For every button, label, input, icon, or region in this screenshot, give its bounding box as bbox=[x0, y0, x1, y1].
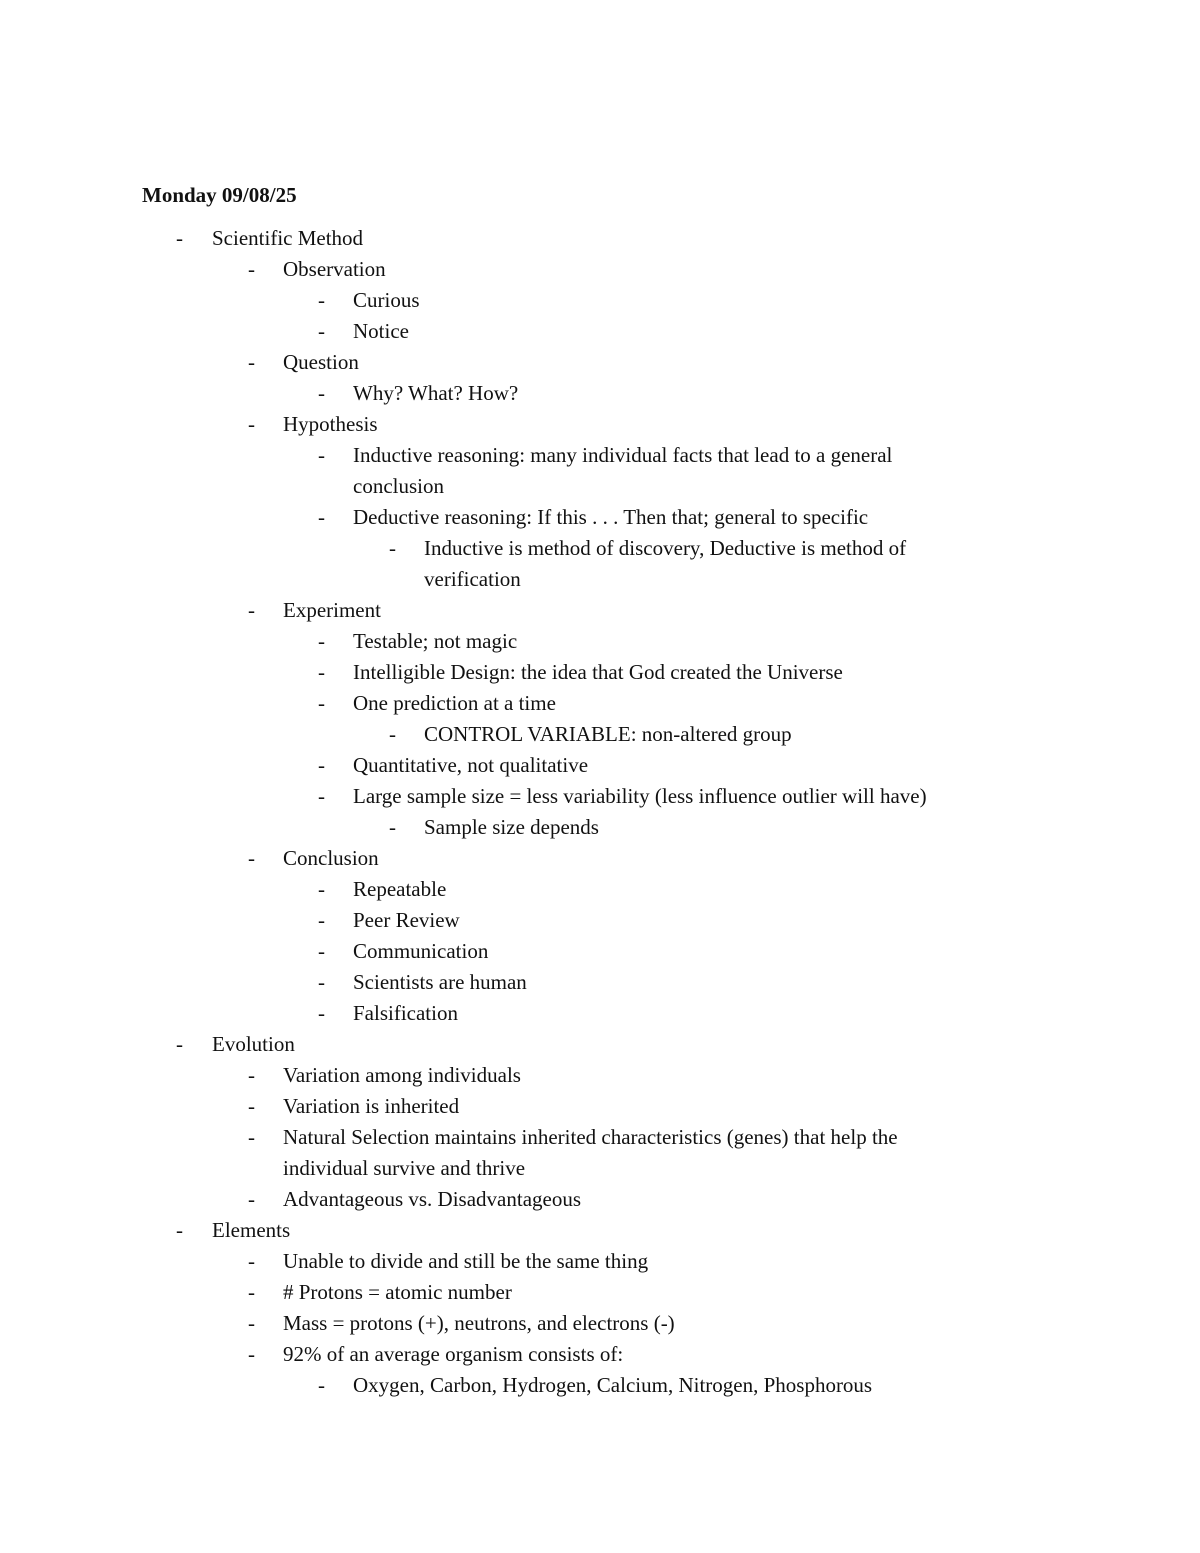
bullet-dash: - bbox=[248, 1311, 255, 1335]
bullet-dash: - bbox=[318, 1001, 325, 1025]
list-item bbox=[0, 347, 1200, 378]
bullet-dash: - bbox=[248, 1280, 255, 1304]
page-title: Monday 09/08/25 bbox=[142, 183, 297, 207]
list-item bbox=[0, 409, 1200, 440]
bullet-dash: - bbox=[248, 1094, 255, 1118]
list-item bbox=[0, 378, 1200, 409]
list-item-text: conclusion bbox=[353, 474, 444, 498]
list-item bbox=[0, 657, 1200, 688]
bullet-dash: - bbox=[318, 1373, 325, 1397]
list-item-text: Conclusion bbox=[283, 846, 379, 870]
list-item-text: Scientists are human bbox=[353, 970, 527, 994]
bullet-dash: - bbox=[248, 1187, 255, 1211]
list-item-text: 92% of an average organism consists of: bbox=[283, 1342, 624, 1366]
list-item bbox=[0, 533, 1200, 564]
list-item bbox=[0, 502, 1200, 533]
list-item bbox=[0, 626, 1200, 657]
list-item bbox=[0, 1370, 1200, 1401]
list-item-text: Notice bbox=[353, 319, 409, 343]
bullet-dash: - bbox=[318, 691, 325, 715]
bullet-dash: - bbox=[318, 629, 325, 653]
list-item-text: Communication bbox=[353, 939, 489, 963]
bullet-dash: - bbox=[318, 381, 325, 405]
list-item-continuation bbox=[0, 471, 1200, 502]
list-item bbox=[0, 936, 1200, 967]
list-item-text: Repeatable bbox=[353, 877, 447, 901]
list-item bbox=[0, 998, 1200, 1029]
bullet-dash: - bbox=[176, 226, 183, 250]
list-item-text: Quantitative, not qualitative bbox=[353, 753, 589, 777]
bullet-dash: - bbox=[248, 598, 255, 622]
list-item-text: individual survive and thrive bbox=[283, 1156, 526, 1180]
list-item bbox=[0, 595, 1200, 626]
list-item-text: Variation is inherited bbox=[283, 1094, 460, 1118]
list-item-text: Inductive reasoning: many individual facts that lead to a general bbox=[353, 443, 893, 467]
bullet-dash: - bbox=[318, 877, 325, 901]
bullet-dash: - bbox=[176, 1032, 183, 1056]
list-item-text: Unable to divide and still be the same thing bbox=[283, 1249, 649, 1273]
list-item-text: Variation among individuals bbox=[283, 1063, 521, 1087]
bullet-dash: - bbox=[248, 412, 255, 436]
list-item-text: Question bbox=[283, 350, 359, 374]
list-item-text: Inductive is method of discovery, Deductive is method of bbox=[424, 536, 907, 560]
list-item-text: Peer Review bbox=[353, 908, 460, 932]
bullet-dash: - bbox=[248, 1063, 255, 1087]
list-item-text: Large sample size = less variability (less influence outlier will have) bbox=[353, 784, 927, 808]
list-item bbox=[0, 1308, 1200, 1339]
list-item-text: Falsification bbox=[353, 1001, 458, 1025]
list-item bbox=[0, 750, 1200, 781]
list-item-text: verification bbox=[424, 567, 521, 591]
list-item bbox=[0, 223, 1200, 254]
list-item bbox=[0, 1277, 1200, 1308]
list-item-text: Curious bbox=[353, 288, 420, 312]
list-item-text: # Protons = atomic number bbox=[283, 1280, 512, 1304]
list-item bbox=[0, 254, 1200, 285]
list-item-text: Intelligible Design: the idea that God created the Universe bbox=[353, 660, 843, 684]
list-item bbox=[0, 285, 1200, 316]
bullet-dash: - bbox=[248, 1125, 255, 1149]
list-item-text: Natural Selection maintains inherited characteristics (genes) that help the bbox=[283, 1125, 898, 1149]
bullet-dash: - bbox=[176, 1218, 183, 1242]
list-item-text: Observation bbox=[283, 257, 386, 281]
bullet-dash: - bbox=[318, 970, 325, 994]
list-item bbox=[0, 719, 1200, 750]
bullet-dash: - bbox=[248, 1342, 255, 1366]
bullet-dash: - bbox=[318, 939, 325, 963]
notes-list bbox=[0, 223, 1200, 1401]
list-item bbox=[0, 1029, 1200, 1060]
bullet-dash: - bbox=[318, 908, 325, 932]
list-item-continuation bbox=[0, 564, 1200, 595]
bullet-dash: - bbox=[248, 1249, 255, 1273]
list-item-text: Deductive reasoning: If this . . . Then that; general to specific bbox=[353, 505, 869, 529]
bullet-dash: - bbox=[248, 350, 255, 374]
list-item-text: One prediction at a time bbox=[353, 691, 556, 715]
list-item bbox=[0, 1184, 1200, 1215]
bullet-dash: - bbox=[318, 319, 325, 343]
list-item-text: Scientific Method bbox=[212, 226, 364, 250]
bullet-dash: - bbox=[389, 536, 396, 560]
list-item bbox=[0, 1215, 1200, 1246]
list-item bbox=[0, 874, 1200, 905]
bullet-dash: - bbox=[318, 660, 325, 684]
bullet-dash: - bbox=[318, 784, 325, 808]
bullet-dash: - bbox=[318, 505, 325, 529]
list-item-text: Sample size depends bbox=[424, 815, 599, 839]
list-item bbox=[0, 1339, 1200, 1370]
list-item bbox=[0, 1091, 1200, 1122]
list-item bbox=[0, 967, 1200, 998]
list-item bbox=[0, 1122, 1200, 1153]
bullet-dash: - bbox=[318, 288, 325, 312]
list-item bbox=[0, 1060, 1200, 1091]
list-item-continuation bbox=[0, 1153, 1200, 1184]
list-item bbox=[0, 812, 1200, 843]
list-item-text: Testable; not magic bbox=[353, 629, 518, 653]
list-item bbox=[0, 316, 1200, 347]
list-item bbox=[0, 781, 1200, 812]
list-item bbox=[0, 843, 1200, 874]
list-item-text: Why? What? How? bbox=[353, 381, 519, 405]
bullet-dash: - bbox=[318, 753, 325, 777]
bullet-dash: - bbox=[248, 257, 255, 281]
list-item-text: Elements bbox=[212, 1218, 291, 1242]
list-item bbox=[0, 905, 1200, 936]
list-item bbox=[0, 1246, 1200, 1277]
list-item-text: Oxygen, Carbon, Hydrogen, Calcium, Nitrogen, Phosphorous bbox=[353, 1373, 873, 1397]
list-item bbox=[0, 688, 1200, 719]
list-item-text: CONTROL VARIABLE: non-altered group bbox=[424, 722, 792, 746]
list-item-text: Evolution bbox=[212, 1032, 295, 1056]
bullet-dash: - bbox=[389, 722, 396, 746]
list-item-text: Mass = protons (+), neutrons, and electrons (-) bbox=[283, 1311, 675, 1335]
list-item-text: Experiment bbox=[283, 598, 381, 622]
bullet-dash: - bbox=[318, 443, 325, 467]
bullet-dash: - bbox=[248, 846, 255, 870]
list-item bbox=[0, 440, 1200, 471]
bullet-dash: - bbox=[389, 815, 396, 839]
list-item-text: Hypothesis bbox=[283, 412, 378, 436]
list-item-text: Advantageous vs. Disadvantageous bbox=[283, 1187, 582, 1211]
